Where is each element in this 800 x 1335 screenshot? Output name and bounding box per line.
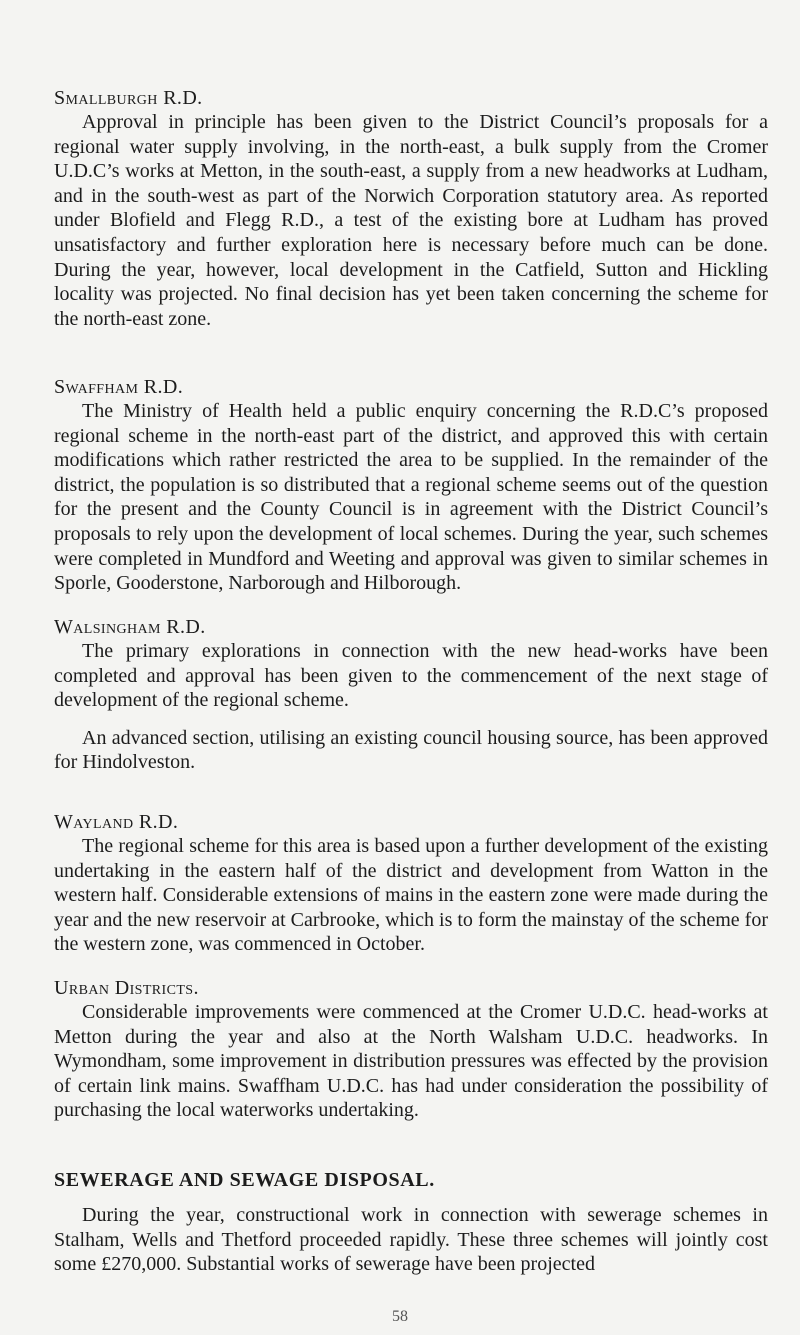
section-sewerage — [54, 1168, 768, 1277]
section-paragraph: Considerable improvements were commenced at the Cromer U.D.C. head-works at Metton during the year and also at the North Walsham U.D.C. headworks. In Wymondham, some improvement in distribution pressures was effected by the provision of certain link mains. Swaffham U.D.C. has had under consideration the possibility of purchasing the local waterworks undertaking. — [54, 1001, 768, 1122]
section-paragraph: Approval in principle has been given to the District Council’s proposals for a regional water supply involving, in the north-east, a bulk supply from the Cromer U.D.C’s works at Metton, in the south-east, a supply from a new headworks at Ludham, and in the south-west as part of the Norwich Corporation statutory area. As reported under Blofield and Flegg R.D., a test of the existing bore at Ludham has proved unsatisfactory and further exploration here is necessary before much can be done. During the year, however, local development in the Catfield, Sutton and Hickling locality was projected. No final decision has yet been taken concerning the scheme for the north-east zone. — [54, 111, 768, 330]
section-paragraph: The regional scheme for this area is based upon a further development of the existing undertaking in the eastern half of the district and development from Watton in the western half. Considerable extensions of mains in the eastern zone were made during the year and the new reservoir at Carbrooke, which is to form the mainstay of the scheme for the western zone, was commenced in October. — [54, 835, 768, 956]
section-smallburgh — [54, 86, 768, 331]
section-wayland — [54, 810, 768, 957]
section-walsingham — [54, 615, 768, 775]
section-paragraph: An advanced section, utilising an existing council housing source, has been approved for Hindolveston. — [54, 726, 768, 774]
page-number: 58 — [392, 1308, 408, 1325]
sewerage-paragraph: During the year, constructional work in connection with sewerage schemes in Stalham, Wells and Thetford proceeded rapidly. These three schemes will jointly cost some £270,000. Substantial works of sewerage have been projected — [54, 1204, 768, 1276]
section-paragraph: The primary explorations in connection with the new head-works have been completed and approval has been given to the commencement of the next stage of development of the regional scheme. — [54, 640, 768, 712]
section-heading: Urban Districts. — [54, 977, 199, 999]
section-heading: Wayland R.D. — [54, 811, 179, 833]
section-swaffham — [54, 375, 768, 596]
section-heading: Smallburgh R.D. — [54, 87, 203, 109]
section-heading: Swaffham R.D. — [54, 376, 184, 398]
sewerage-title: SEWERAGE AND SEWAGE DISPOSAL. — [54, 1169, 435, 1191]
section-paragraph: The Ministry of Health held a public enquiry concerning the R.D.C’s proposed regional scheme in the north-east part of the district, and approved this with certain modifications which rather restricted the area to be supplied. In the remainder of the district, the population is so distributed that a regional scheme seems out of the question for the present and the County Council is in agreement with the District Council’s proposals to rely upon the development of local schemes. During the year, such schemes were completed in Mundford and Weeting and approval was given to similar schemes in Sporle, Gooderstone, Narborough and Hilborough. — [54, 400, 768, 595]
section-urban-districts — [54, 976, 768, 1123]
section-heading: Walsingham R.D. — [54, 616, 206, 638]
